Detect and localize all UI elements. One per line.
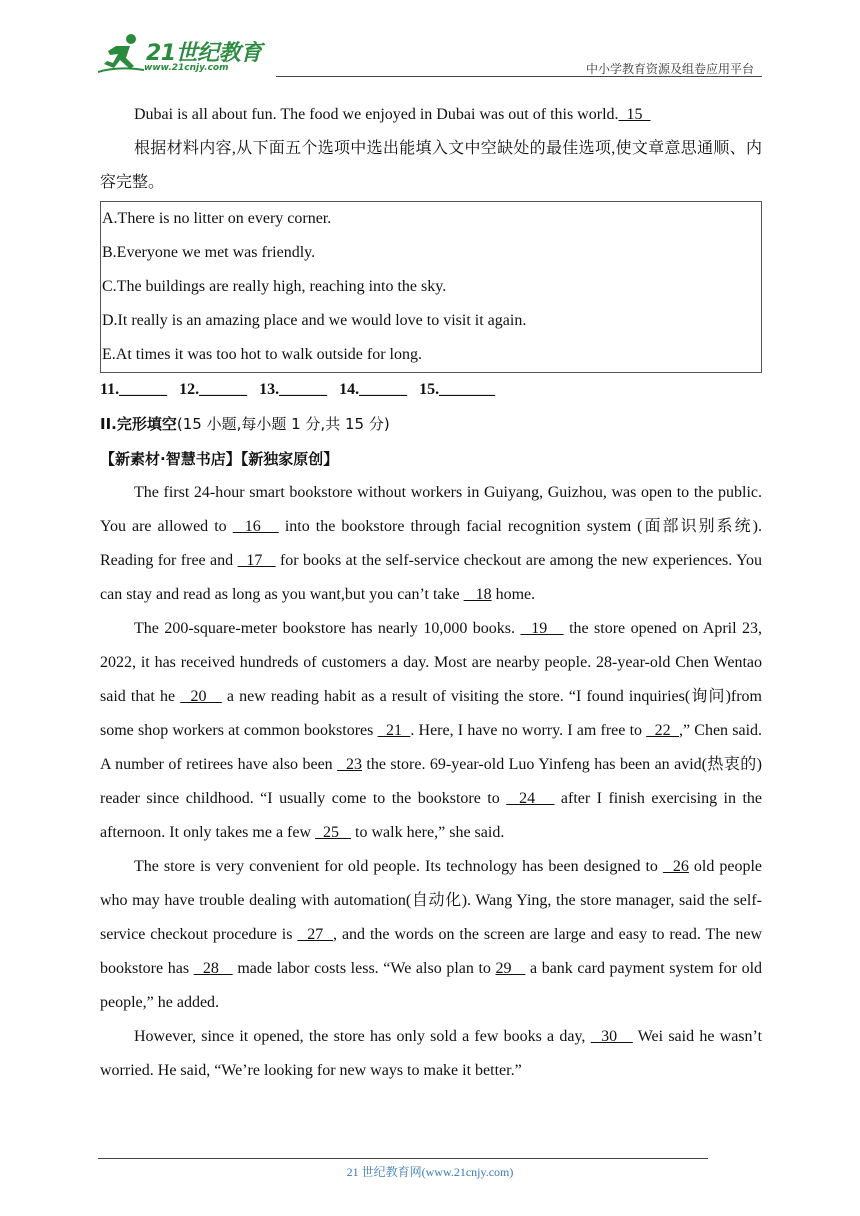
paragraph-1: The first 24-hour smart bookstore without workers in Guiyang, Guizhou, was open to the public. You are allowed to 16 into the bookstore through facial recognition system (面部识别系统). Reading for free and 17 for books at the self-service checkout are among the new experiences. You can stay and read as long as you want,but you can’t take 18 home. [100, 484, 763, 603]
section-heading: II.完形填空(15 小题,每小题 1 分,共 15 分) [100, 415, 390, 433]
runner-logo-icon [98, 30, 146, 76]
blank-21: 21 [377, 722, 411, 739]
blank-24: 24 [506, 790, 555, 807]
options-box [100, 201, 762, 373]
option-e: E.At times it was too hot to walk outside for long. [102, 346, 422, 363]
site-logo [98, 30, 268, 76]
logo-url: www.21cnjy.com [144, 63, 229, 73]
paragraph-4: However, since it opened, the store has only sold a few books a day, 30 Wei said he wasn’t worried. He said, “We’re looking for new ways to make it better.” [100, 1028, 763, 1079]
blank-29: 29 [495, 960, 526, 977]
header-divider [276, 76, 762, 77]
passage-ending: Dubai is all about fun. The food we enjoyed in Dubai was out of this world. 15 [134, 106, 651, 123]
page-header [98, 30, 762, 78]
option-c: C.The buildings are really high, reaching into the sky. [102, 278, 447, 295]
blank-19: 19 [520, 620, 564, 637]
blank-30: 30 [590, 1028, 633, 1045]
blank-22: 22 [646, 722, 679, 739]
blank-18: 18 [463, 586, 492, 603]
blank-23: 23 [337, 756, 362, 773]
blank-26: 26 [662, 858, 689, 875]
blank-20: 20 [180, 688, 222, 705]
blank-16: 16 [232, 518, 279, 535]
logo-text: 21世纪教育 [146, 41, 262, 66]
option-a: A.There is no litter on every corner. [102, 210, 332, 227]
option-d: D.It really is an amazing place and we would love to visit it again. [102, 312, 527, 329]
blank-17: 17 [237, 552, 276, 569]
instruction-text: 根据材料内容,从下面五个选项中选出能填入文中空缺处的最佳选项,使文章意思通顺、内容完整。 [100, 140, 762, 191]
blank-25: 25 [315, 824, 352, 841]
page-footer: 21 世纪教育网(www.21cnjy.com) [346, 1165, 514, 1179]
paragraph-2: The 200-square-meter bookstore has nearly 10,000 books. 19 the store opened on April 23, 2022, it has received hundreds of customers a day. Most are nearby people. 28-year-old Chen Wentao said that he 20 a new reading habit as a result of visiting the store. “I found inquiries(询问)from some shop workers at common bookstores 21 . Here, I have no worry. I am free to 22 ,” Chen said. A number of retirees have also been 23 the store. 69-year-old Luo Yinfeng has been an avid(热衷的) reader since childhood. “I usually come to the bookstore to 24 after I finish exercising in the afternoon. It only takes me a few 25 to walk here,” she said. [100, 620, 763, 841]
platform-name: 中小学教育资源及组卷应用平台 [585, 62, 754, 76]
option-b: B.Everyone we met was friendly. [102, 244, 316, 261]
paragraph-3: The store is very convenient for old people. Its technology has been designed to 26 old people who may have trouble dealing with automation(自动化). Wang Ying, the store manager, said the self-service checkout procedure is 27 , and the words on the screen are large and easy to read. The new bookstore has 28 made labor costs less. “We also plan to 29 a bank card payment system for old people,” he added. [100, 858, 763, 1011]
blank-28: 28 [193, 960, 233, 977]
footer-divider [98, 1158, 708, 1159]
blank-15: 15 [618, 106, 651, 123]
document-body [100, 98, 762, 1088]
blank-27: 27 [297, 926, 334, 943]
section-tags: 【新素材·智慧书店】【新独家原创】 [100, 450, 339, 468]
answer-line: 11.______ 12.______ 13.______ 14.______ 15._______ [100, 381, 496, 398]
